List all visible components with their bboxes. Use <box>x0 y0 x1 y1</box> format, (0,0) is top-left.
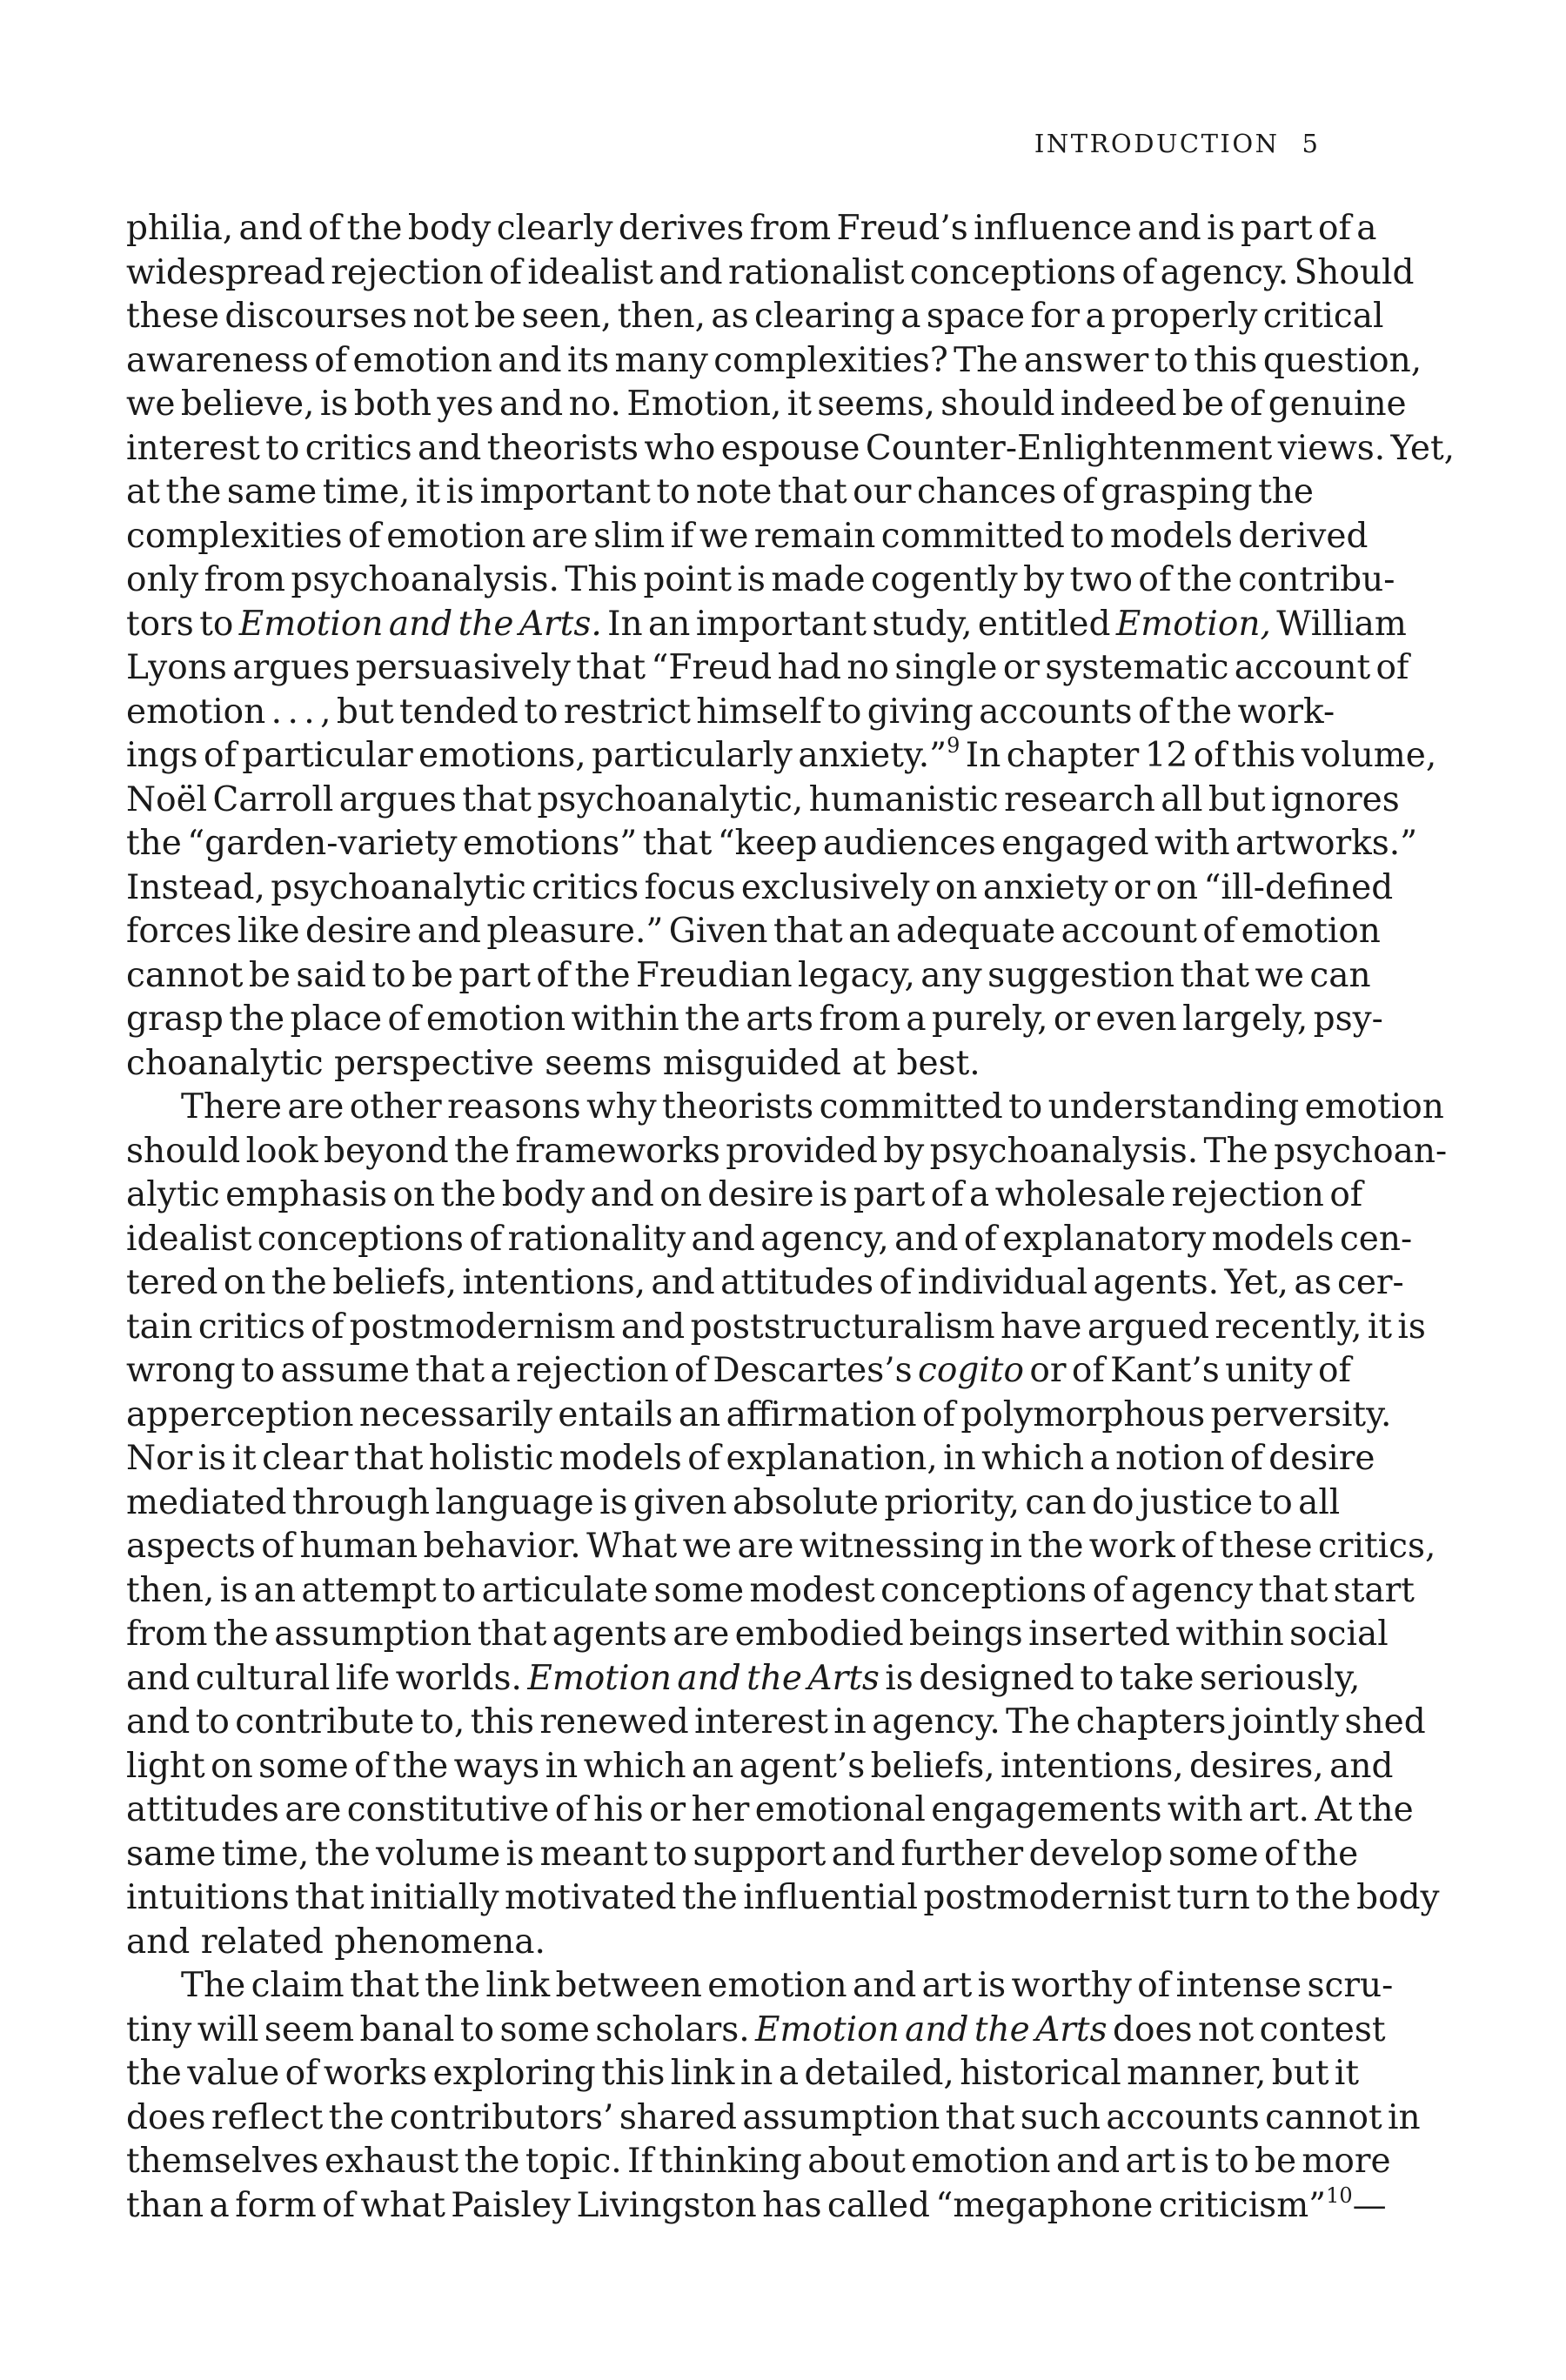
text-line <box>126 1745 1394 1789</box>
text-line <box>126 1437 1375 1481</box>
text-line <box>126 1833 1359 1877</box>
italic-text: Emotion and the Arts <box>755 2009 1108 2049</box>
text-segment: choanalytic perspective seems misguided at best. <box>126 1043 980 1083</box>
text-segment: emotion . . . , but tended to restrict himself to giving accounts of the work- <box>126 692 1335 732</box>
text-line <box>126 733 1437 779</box>
footnote-ref: 10 <box>1326 2183 1353 2208</box>
text-line <box>126 1525 1436 1569</box>
text-segment: In chapter 12 of this volume, <box>960 736 1437 775</box>
text-line <box>126 2009 1386 2053</box>
text-line <box>126 339 1422 384</box>
text-line <box>126 646 1409 691</box>
running-title: INTRODUCTION <box>1034 129 1280 158</box>
text-segment: Instead, psychoanalytic critics focus exclusively on anxiety or on “ill-defined <box>126 867 1394 907</box>
text-segment: tain critics of postmodernism and poststructuralism have argued recently, it is <box>126 1307 1426 1347</box>
text-segment: William <box>1270 604 1407 644</box>
text-line <box>126 515 1369 559</box>
text-segment: intuitions that initially motivated the influential postmodernist turn to the body <box>126 1878 1440 1917</box>
text-line <box>126 1481 1341 1526</box>
text-segment: In an important study, entitled <box>601 604 1116 644</box>
text-line <box>126 691 1335 735</box>
text-line <box>126 1613 1389 1657</box>
text-segment: attitudes are constitutive of his or her emotional engagements with art. At the <box>126 1790 1414 1829</box>
italic-text: Emotion and the Arts. <box>238 604 602 644</box>
text-segment: Lyons argues persuasively that “Freud had no single or systematic account of <box>126 648 1409 687</box>
text-line <box>126 1261 1404 1306</box>
text-segment: and to contribute to, this renewed interest in agency. The chapters jointly shed <box>126 1702 1426 1742</box>
text-line <box>126 779 1400 823</box>
text-line <box>126 427 1456 471</box>
text-segment: should look beyond the frameworks provided by psychoanalysis. The psychoan- <box>126 1131 1448 1171</box>
text-line <box>126 1218 1413 1262</box>
text-segment: aspects of human behavior. What we are witnessing in the work of these critics, <box>126 1527 1436 1566</box>
text-segment: light on some of the ways in which an agent’s beliefs, intentions, desires, and <box>126 1746 1394 1786</box>
text-line <box>126 1701 1426 1745</box>
text-line <box>126 1921 1314 1965</box>
text-line <box>126 1657 1361 1701</box>
text-segment: is designed to take seriously, <box>879 1658 1361 1698</box>
text-line <box>126 2140 1391 2184</box>
text-segment: or of Kant’s unity of <box>1023 1351 1351 1390</box>
text-segment: complexities of emotion are slim if we remain committed to models derived <box>126 516 1369 556</box>
text-line <box>126 822 1418 866</box>
text-line <box>126 998 1383 1042</box>
text-line <box>126 251 1415 296</box>
text-segment: cannot be said to be part of the Freudian legacy, any suggestion that we can <box>126 955 1371 995</box>
text-line <box>126 603 1407 647</box>
text-line <box>126 1086 1444 1130</box>
text-segment: Noël Carroll argues that psychoanalytic, humanistic research all but ignores <box>126 779 1400 819</box>
text-segment: the “garden-variety emotions” that “keep audiences engaged with artworks.” <box>126 824 1418 863</box>
text-segment: mediated through language is given absolute priority, can do justice to all <box>126 1482 1341 1522</box>
text-segment: apperception necessarily entails an affirmation of polymorphous perversity. <box>126 1394 1392 1434</box>
text-segment: grasp the place of emotion within the arts from a purely, or even largely, psy- <box>126 999 1383 1039</box>
text-line <box>126 1964 1394 2009</box>
text-segment: themselves exhaust the topic. If thinking about emotion and art is to be more <box>126 2142 1391 2181</box>
text-segment: tors to <box>126 604 239 644</box>
text-line <box>126 2096 1421 2141</box>
text-segment: and cultural life worlds. <box>126 1658 528 1698</box>
text-segment: interest to critics and theorists who espouse Counter-Enlightenment views. Yet, <box>126 428 1456 468</box>
text-segment: does reflect the contributors’ shared assumption that such accounts cannot in <box>126 2097 1421 2137</box>
text-segment: and related phenomena. <box>126 1922 545 1962</box>
text-segment: forces like desire and pleasure.” Given that an adequate account of emotion <box>126 912 1381 951</box>
text-segment: from the assumption that agents are embodied beings inserted within social <box>126 1615 1389 1654</box>
running-head <box>1034 129 1318 158</box>
text-line <box>126 558 1395 603</box>
text-segment: the value of works exploring this link in a detailed, historical manner, but it <box>126 2054 1360 2093</box>
text-segment: at the same time, it is important to note that our chances of grasping the <box>126 472 1314 511</box>
text-segment: alytic emphasis on the body and on desire is part of a wholesale rejection of <box>126 1175 1363 1214</box>
page-number: 5 <box>1302 129 1318 158</box>
text-line <box>126 954 1371 999</box>
text-line <box>126 2052 1360 2096</box>
text-line <box>126 207 1377 251</box>
text-segment: then, is an attempt to articulate some modest conceptions of agency that start <box>126 1570 1415 1610</box>
text-line <box>126 1042 1314 1086</box>
text-line <box>126 1130 1448 1174</box>
text-segment: tiny will seem banal to some scholars. <box>126 2009 756 2049</box>
text-segment: these discourses not be seen, then, as clearing a space for a properly critical <box>126 297 1384 336</box>
text-line <box>126 1173 1363 1218</box>
text-segment: does not contest <box>1107 2009 1386 2049</box>
text-line <box>126 1349 1351 1394</box>
text-segment: Nor is it clear that holistic models of explanation, in which a notion of desire <box>126 1439 1375 1478</box>
text-segment: awareness of emotion and its many complexities? The answer to this question, <box>126 340 1422 380</box>
body-text <box>126 207 1456 2228</box>
text-line <box>126 866 1394 911</box>
text-line <box>126 1306 1426 1350</box>
footnote-ref: 9 <box>947 733 960 758</box>
text-segment: wrong to assume that a rejection of Descartes’s <box>126 1351 919 1390</box>
text-line <box>126 471 1314 515</box>
text-segment: idealist conceptions of rationality and agency, and of explanatory models cen- <box>126 1219 1413 1259</box>
text-segment: The claim that the link between emotion and art is worthy of intense scru- <box>181 1966 1394 2005</box>
text-segment: widespread rejection of idealist and rationalist conceptions of agency. Should <box>126 252 1415 292</box>
text-segment: philia, and of the body clearly derives from Freud’s influence and is part of a <box>126 209 1377 248</box>
text-line <box>126 1569 1415 1614</box>
italic-text: Emotion and the Arts <box>527 1658 880 1698</box>
text-segment: tered on the beliefs, intentions, and attitudes of individual agents. Yet, as cer- <box>126 1263 1404 1302</box>
text-segment: only from psychoanalysis. This point is made cogently by two of the contribu- <box>126 560 1395 599</box>
text-line <box>126 1876 1440 1921</box>
text-line <box>126 2183 1387 2229</box>
text-segment: same time, the volume is meant to support and further develop some of the <box>126 1834 1359 1874</box>
italic-text: cogito <box>918 1351 1024 1390</box>
text-line <box>126 295 1384 339</box>
text-line <box>126 1788 1414 1833</box>
text-segment: There are other reasons why theorists committed to understanding emotion <box>181 1087 1444 1126</box>
text-segment: — <box>1352 2185 1387 2225</box>
text-line <box>126 910 1381 954</box>
text-segment: we believe, is both yes and no. Emotion, it seems, should indeed be of genuine <box>126 384 1407 424</box>
text-line <box>126 1394 1392 1438</box>
italic-text: Emotion, <box>1115 604 1271 644</box>
text-segment: than a form of what Paisley Livingston has called “megaphone criticism” <box>126 2185 1327 2225</box>
text-segment: ings of particular emotions, particularly anxiety.” <box>126 736 947 775</box>
text-line <box>126 383 1407 427</box>
